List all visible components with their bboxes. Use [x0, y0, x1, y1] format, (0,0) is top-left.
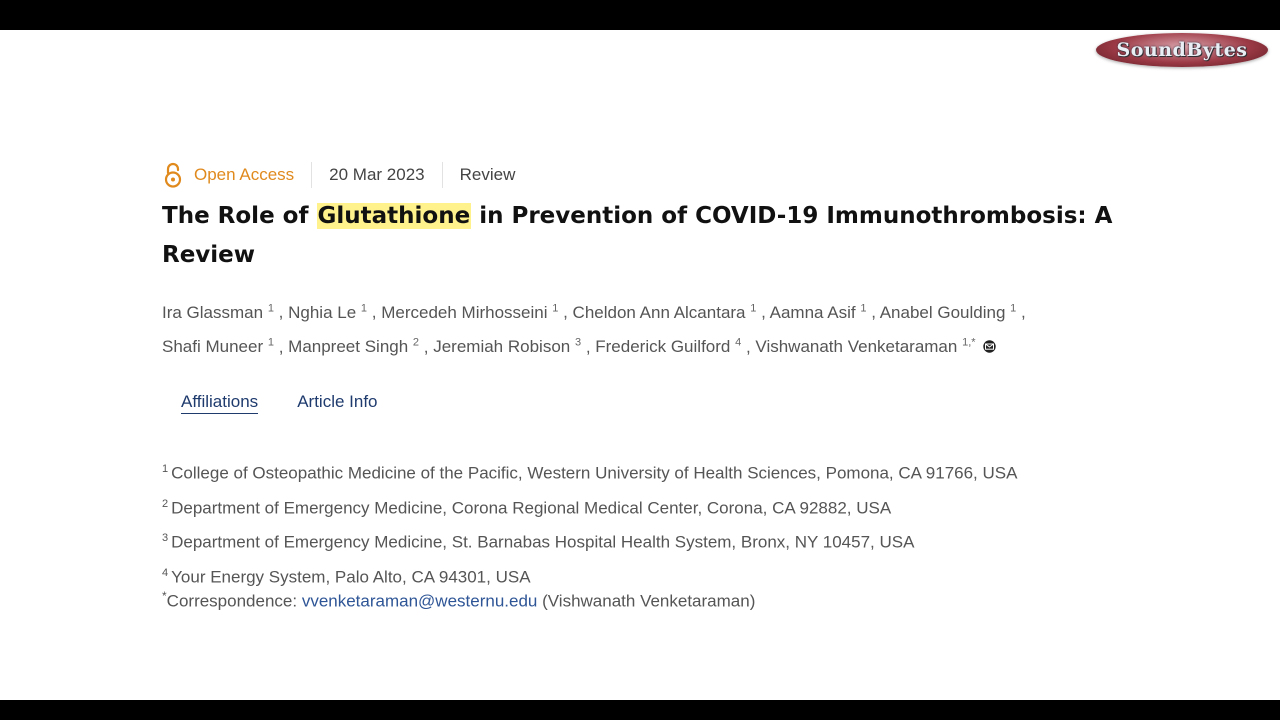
author-affiliation-number: 1: [552, 302, 559, 314]
affiliation-item: [162, 489, 1162, 524]
author-separator: ,: [419, 337, 434, 357]
author-separator: ,: [367, 302, 382, 322]
author-name: Frederick Guilford: [595, 337, 731, 357]
title-part: The Role of: [162, 203, 317, 229]
author-name: Ira Glassman: [162, 302, 264, 322]
author[interactable]: [880, 303, 1017, 322]
meta-divider: [442, 162, 443, 188]
author-name: Anabel Goulding: [879, 302, 1006, 322]
author-affiliation-number: 1: [267, 302, 274, 314]
author-name: Mercedeh Mirhosseini: [381, 302, 548, 322]
author[interactable]: [162, 337, 274, 356]
author-affiliation-number: 1: [360, 302, 368, 314]
author-separator: ,: [741, 337, 756, 357]
author-affiliation-number: 1: [750, 302, 757, 314]
author-name: Jeremiah Robison: [433, 337, 571, 357]
article-meta: [162, 160, 515, 190]
author[interactable]: [573, 303, 757, 322]
logo-text: SoundBytes: [1116, 39, 1248, 61]
author-affiliation-number: 2: [412, 336, 420, 349]
author-affiliation-number: 1: [860, 302, 867, 314]
title-part: in Prevention of COVID-19 Immunothrombosis: A Review: [162, 203, 1113, 268]
affiliation-text: Department of Emergency Medicine, Corona Regional Medical Center, Corona, CA 92882, USA: [171, 498, 892, 518]
author-name: Cheldon Ann Alcantara: [572, 302, 746, 322]
tab-affiliations[interactable]: Affiliations: [181, 392, 258, 414]
author[interactable]: [288, 337, 419, 356]
author[interactable]: [770, 303, 867, 322]
open-access-label: Open Access: [194, 165, 295, 184]
correspondence-label: Correspondence:: [166, 591, 302, 611]
author[interactable]: [162, 303, 274, 322]
author-separator: ,: [1016, 302, 1026, 322]
author[interactable]: [755, 337, 975, 356]
author-list: [162, 293, 1122, 362]
author-affiliation-number: 1: [267, 336, 274, 349]
correspondence: [162, 589, 755, 612]
correspondence-name: (Vishwanath Venketaraman): [537, 591, 756, 611]
author-separator: ,: [558, 302, 573, 322]
author-separator: ,: [756, 302, 770, 322]
letterbox-top: [0, 0, 1280, 30]
author[interactable]: [288, 303, 367, 322]
author-separator: ,: [866, 302, 880, 322]
meta-divider: [311, 162, 312, 188]
author-affiliation-number: 4: [735, 336, 742, 349]
highlighted-term: Glutathione: [317, 203, 471, 229]
author-affiliation-number: 1,*: [962, 336, 976, 349]
affiliations-list: [162, 454, 1162, 593]
author-name: Manpreet Singh: [288, 337, 409, 357]
author-name: Shafi Muneer: [162, 337, 264, 357]
affiliation-item: [162, 558, 1162, 593]
article-tabs: [181, 392, 378, 414]
correspondence-email-link[interactable]: vvenketaraman@westernu.edu: [301, 591, 538, 611]
tab-article-info[interactable]: Article Info: [297, 392, 378, 411]
affiliation-number: 4: [162, 566, 169, 579]
affiliation-item: [162, 523, 1162, 558]
author[interactable]: [433, 337, 581, 356]
affiliation-text: College of Osteopathic Medicine of the Pacific, Western University of Health Sciences, Pomona, CA 91766, USA: [171, 463, 1018, 483]
author-affiliation-number: 3: [574, 336, 582, 349]
author[interactable]: [595, 337, 741, 356]
author-name: Aamna Asif: [769, 302, 856, 322]
author[interactable]: [381, 303, 558, 322]
article-type: Review: [459, 165, 516, 184]
publication-date: 20 Mar 2023: [329, 165, 425, 184]
soundbytes-logo: [1096, 33, 1268, 67]
author-affiliation-number: 1: [1010, 302, 1017, 314]
affiliation-number: 2: [162, 497, 169, 510]
author-separator: ,: [273, 337, 289, 357]
open-lock-icon: [162, 162, 184, 188]
author-name: Vishwanath Venketaraman: [755, 337, 958, 357]
affiliation-item: [162, 454, 1162, 489]
affiliation-number: 1: [162, 463, 169, 475]
affiliation-text: Department of Emergency Medicine, St. Barnabas Hospital Health System, Bronx, NY 10457, USA: [171, 532, 915, 552]
envelope-icon[interactable]: [982, 340, 997, 353]
article-title: [162, 197, 1122, 275]
affiliation-number: 3: [162, 532, 169, 545]
affiliation-text: Your Energy System, Palo Alto, CA 94301, USA: [171, 567, 531, 587]
letterbox-bottom: [0, 700, 1280, 720]
correspondence-marker: *: [162, 589, 167, 603]
author-name: Nghia Le: [288, 302, 357, 322]
author-separator: ,: [581, 337, 596, 357]
author-separator: ,: [273, 302, 289, 322]
